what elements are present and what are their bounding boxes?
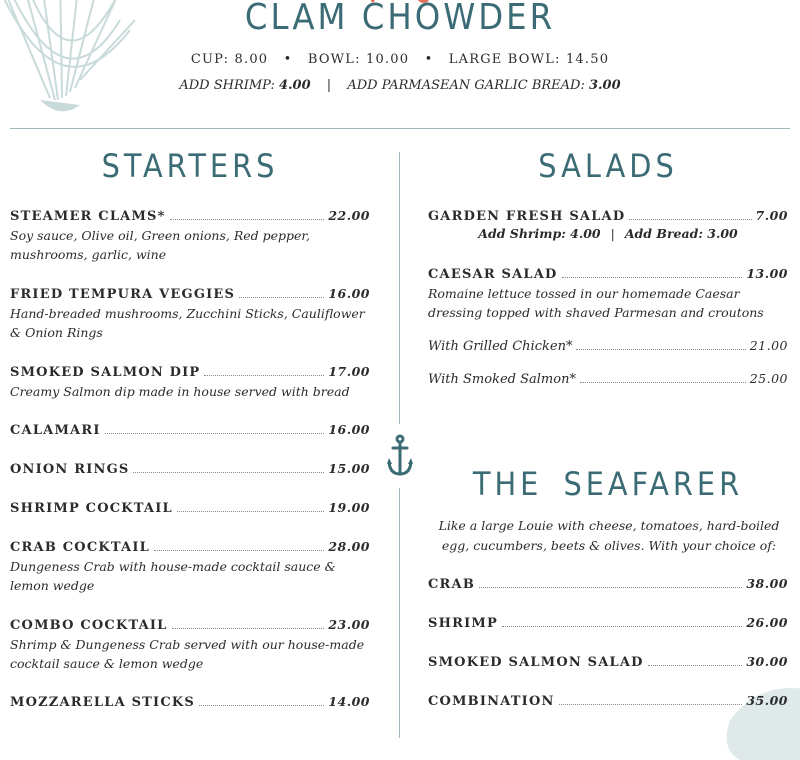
- item-description: Dungeness Crab with house-made cocktail sauce & lemon wedge: [10, 559, 336, 593]
- item-price: 7.00: [755, 208, 788, 223]
- item-description: Hand-breaded mushrooms, Zucchini Sticks, Cauliflower & Onion Rings: [10, 306, 365, 340]
- item-price: 15.00: [328, 461, 370, 476]
- chowder-cup-price: CUP: 8.00: [190, 52, 269, 67]
- item-name: COMBO COCKTAIL: [10, 618, 168, 633]
- menu-item-with-smoked-salmon: [428, 371, 788, 387]
- item-name: CAESAR SALAD: [428, 267, 558, 282]
- item-name: CRAB COCKTAIL: [10, 540, 150, 555]
- salads-heading: SALADS: [538, 147, 678, 185]
- menu-item-steamer-clams: [10, 208, 370, 264]
- menu-item-seafarer-crab: [428, 576, 788, 592]
- add-shrimp-price: 4.00: [278, 78, 311, 93]
- item-name: SHRIMP: [428, 616, 498, 631]
- item-name: GARDEN FRESH SALAD: [428, 209, 626, 224]
- add-bread-label: ADD PARMASEAN GARLIC BREAD:: [347, 78, 589, 93]
- item-price: 19.00: [328, 500, 370, 515]
- menu-item-shrimp-cocktail: [10, 500, 370, 516]
- dot-leader: [629, 218, 751, 220]
- menu-item-smoked-salmon-dip: [10, 364, 370, 401]
- menu-item-caesar-salad: [428, 266, 788, 322]
- item-price: 16.00: [328, 422, 370, 437]
- item-description: Romaine lettuce tossed in our homemade Caesar dressing topped with shaved Parmesan and croutons: [428, 286, 764, 320]
- column-divider-bottom: [399, 488, 400, 738]
- item-price: 14.00: [328, 694, 370, 709]
- item-price: 17.00: [328, 364, 370, 379]
- dot-leader: [239, 296, 324, 298]
- chowder-bowl-price: BOWL: 10.00: [307, 52, 410, 67]
- separator-dot: •: [424, 52, 434, 67]
- menu-item-seafarer-smoked-salmon-salad: [428, 654, 788, 670]
- item-price: 26.00: [746, 615, 788, 630]
- menu-item-onion-rings: [10, 461, 370, 477]
- menu-item-mozzarella-sticks: [10, 694, 370, 710]
- add-shrimp-label: ADD SHRIMP:: [179, 78, 279, 93]
- item-price: 16.00: [328, 286, 370, 301]
- menu-item-calamari: [10, 422, 370, 438]
- item-name: SMOKED SALMON DIP: [10, 365, 201, 380]
- item-price: 23.00: [328, 617, 370, 632]
- dot-leader: [199, 704, 324, 706]
- add-shrimp-option: Add Shrimp: 4.00: [478, 226, 601, 241]
- seafarer-heading: THE SEAFARER: [472, 465, 744, 503]
- item-name: STEAMER CLAMS*: [10, 209, 166, 224]
- item-name: SHRIMP COCKTAIL: [10, 501, 173, 516]
- dot-leader: [133, 471, 324, 473]
- menu-item-combo-cocktail: [10, 617, 370, 673]
- separator-bar: |: [326, 78, 332, 93]
- add-bread-option: Add Bread: 3.00: [624, 226, 738, 241]
- salad-addons: [428, 226, 788, 241]
- dot-leader: [172, 627, 325, 629]
- item-description: Shrimp & Dungeness Crab served with our house-made cocktail sauce & lemon wedge: [10, 637, 365, 671]
- item-description: Creamy Salmon dip made in house served with bread: [10, 384, 350, 399]
- menu-item-garden-fresh-salad: [428, 208, 788, 241]
- shell-decoration-icon: [720, 680, 800, 760]
- dot-leader: [479, 586, 742, 588]
- dot-leader: [170, 218, 325, 220]
- chowder-addons: [0, 78, 800, 93]
- separator-dot: •: [283, 52, 293, 67]
- item-name: With Grilled Chicken*: [428, 339, 573, 354]
- item-price: 13.00: [746, 266, 788, 281]
- item-price: 28.00: [328, 539, 370, 554]
- chowder-large-bowl-price: LARGE BOWL: 14.50: [448, 52, 610, 67]
- anchor-icon: [386, 434, 414, 478]
- item-price: 22.00: [328, 208, 370, 223]
- item-price: 21.00: [749, 338, 788, 353]
- dot-leader: [576, 348, 745, 350]
- menu-item-seafarer-combination: [428, 693, 788, 709]
- starters-heading: STARTERS: [101, 147, 279, 185]
- item-price: 30.00: [746, 654, 788, 669]
- menu-item-with-grilled-chicken: [428, 338, 788, 354]
- dot-leader: [559, 703, 743, 705]
- dot-leader: [154, 549, 324, 551]
- item-price: 35.00: [746, 693, 788, 708]
- clam-chowder-title: CLAM CHOWDER: [244, 0, 556, 38]
- item-name: SMOKED SALMON SALAD: [428, 655, 644, 670]
- dot-leader: [648, 664, 743, 666]
- add-bread-price: 3.00: [588, 78, 621, 93]
- seafarer-description: Like a large Louie with cheese, tomatoes, hard-boiled egg, cucumbers, beets & olives. With your choice of:: [438, 518, 780, 553]
- dot-leader: [562, 276, 743, 278]
- item-name: FRIED TEMPURA VEGGIES: [10, 287, 236, 302]
- column-divider-top: [399, 152, 400, 424]
- item-name: CRAB: [428, 577, 476, 592]
- separator-bar: |: [610, 226, 615, 241]
- item-price: 38.00: [746, 576, 788, 591]
- chowder-sizes: [0, 52, 800, 67]
- dot-leader: [502, 625, 742, 627]
- item-description: Soy sauce, Olive oil, Green onions, Red pepper, mushrooms, garlic, wine: [10, 228, 310, 262]
- dot-leader: [204, 374, 324, 376]
- item-name: COMBINATION: [428, 694, 555, 709]
- dot-leader: [580, 381, 746, 383]
- menu-item-crab-cocktail: [10, 539, 370, 595]
- dot-leader: [105, 432, 325, 434]
- menu-item-seafarer-shrimp: [428, 615, 788, 631]
- item-name: MOZZARELLA STICKS: [10, 695, 195, 710]
- item-name: CALAMARI: [10, 423, 101, 438]
- item-name: With Smoked Salmon*: [428, 372, 576, 387]
- item-price: 25.00: [749, 371, 788, 386]
- header-divider: [10, 128, 790, 129]
- dot-leader: [177, 510, 325, 512]
- item-name: ONION RINGS: [10, 462, 130, 477]
- menu-item-fried-tempura-veggies: [10, 286, 370, 342]
